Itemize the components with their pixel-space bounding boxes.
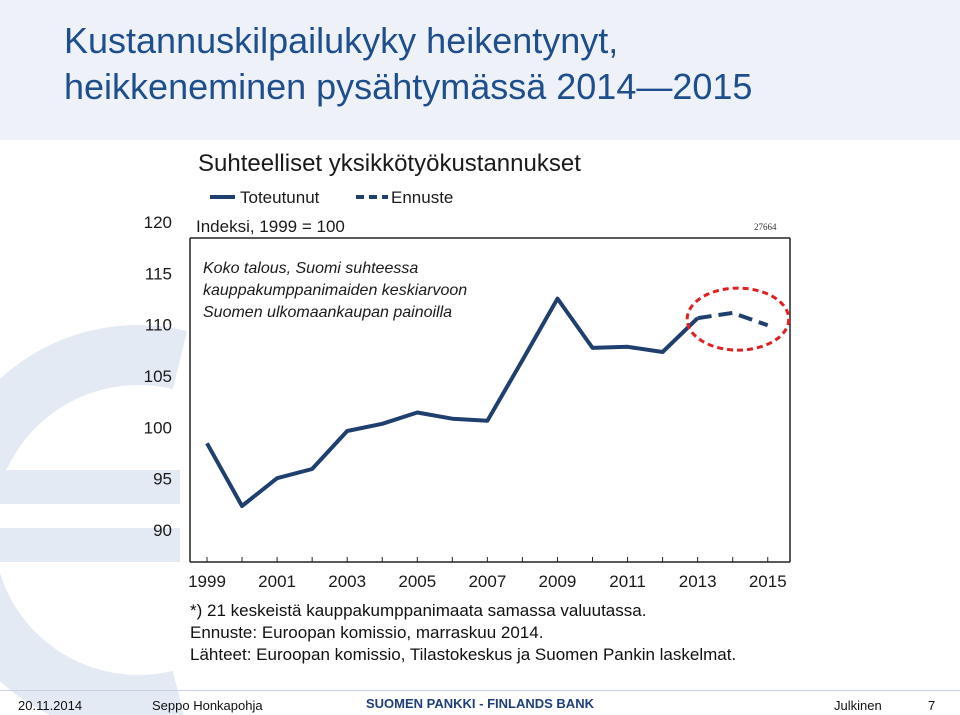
series-layer	[207, 299, 768, 506]
x-tick-label: 2015	[748, 572, 787, 591]
x-tick-label: 2013	[678, 572, 717, 591]
footer-bank-name: SUOMEN PANKKI - FINLANDS BANK	[366, 696, 594, 711]
chart-note-line2: kauppakumppanimaiden keskiarvoon	[203, 282, 468, 299]
y-tick-label: 115	[144, 264, 172, 284]
chart-note-line3: Suomen ulkomaankaupan painoilla	[203, 304, 453, 321]
footer-divider	[0, 690, 960, 691]
legend	[210, 188, 453, 207]
footer-author: Seppo Honkapohja	[152, 698, 263, 713]
x-tick-label: 2009	[538, 572, 577, 591]
footnote-3: Lähteet: Euroopan komissio, Tilastokeskus ja Suomen Pankin laskelmat.	[190, 645, 737, 664]
y-tick-label: 105	[143, 367, 172, 386]
chart-title: Suhteelliset yksikkötyökustannukset	[198, 150, 581, 177]
chart-note	[203, 260, 467, 321]
y-tick-label: 120	[143, 213, 172, 232]
footer-classification: Julkinen	[834, 698, 882, 713]
x-tick-label: 2003	[328, 572, 367, 591]
x-tick-label: 2005	[398, 572, 437, 591]
footer-date: 20.11.2014	[18, 698, 83, 713]
series-line-forecast	[698, 313, 768, 325]
slide-title-line1: Kustannuskilpailukyky heikentynyt,	[64, 20, 619, 61]
x-tick-label: 2007	[468, 572, 507, 591]
footer-page-number: 7	[928, 698, 936, 713]
x-tick-label: 2001	[258, 572, 297, 591]
footnotes	[190, 600, 736, 666]
y-axis-label: Indeksi, 1999 = 100	[196, 217, 345, 236]
footnote-2: Ennuste: Euroopan komissio, marraskuu 2014.	[190, 623, 544, 642]
y-axis-ticks	[144, 213, 172, 540]
legend-label-actual: Toteutunut	[240, 188, 320, 207]
y-tick-label: 100	[143, 418, 172, 438]
y-tick-label: 95	[153, 469, 172, 489]
footer	[0, 690, 960, 715]
legend-label-forecast: Ennuste	[391, 188, 454, 207]
y-tick-label: 90	[153, 521, 172, 540]
footnote-1: *) 21 keskeistä kauppakumppanimaata samassa valuutassa.	[190, 601, 647, 620]
chart-code: 27664	[754, 222, 777, 232]
x-tick-label: 1999	[188, 572, 226, 591]
slide-title-line2: heikkeneminen pysähtymässä 2014—2015	[64, 66, 753, 107]
y-tick-label: 110	[144, 315, 172, 335]
chart-note-line1: Koko talous, Suomi suhteessa	[203, 260, 419, 277]
x-tick-label: 2011	[609, 572, 646, 591]
series-line-actual	[207, 299, 698, 506]
